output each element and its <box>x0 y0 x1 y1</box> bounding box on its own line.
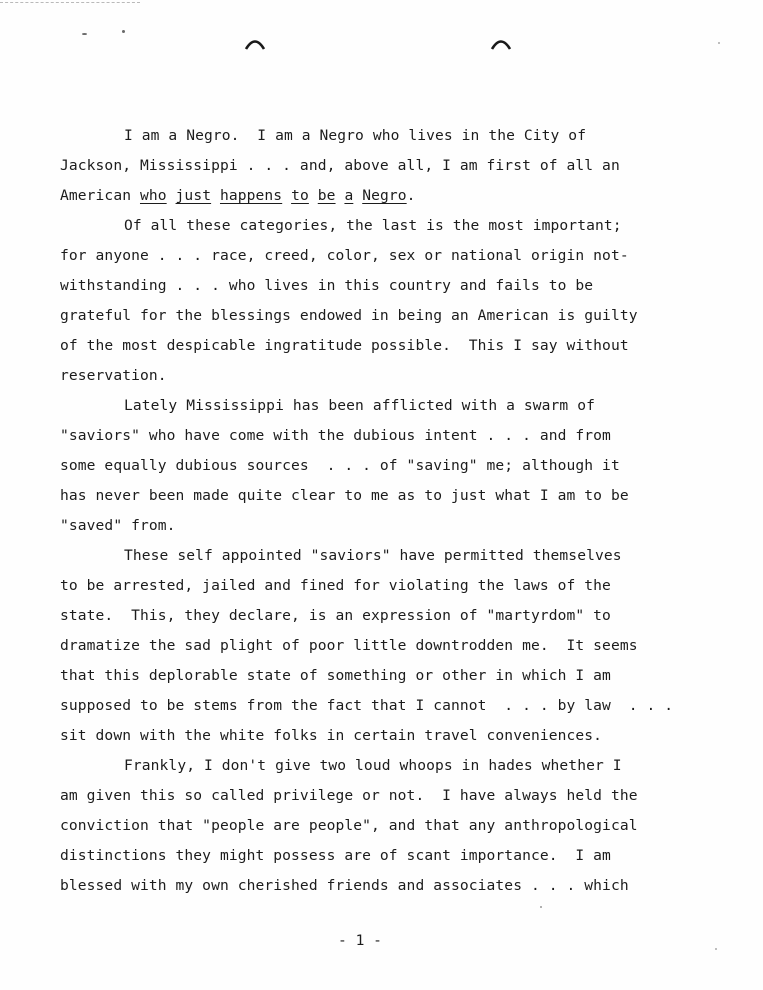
scan-speck <box>718 42 720 44</box>
punch-hole-mark-left <box>244 36 266 50</box>
text-line: "saved" from. <box>60 517 176 534</box>
text-line: of the most despicable ingratitude possible. This I say without <box>60 337 629 354</box>
text-line: supposed to be stems from the fact that I cannot . . . by law . . . <box>60 697 674 714</box>
text-line: withstanding . . . who lives in this country and fails to be <box>60 277 594 294</box>
text-line: reservation. <box>60 367 167 384</box>
text-line: has never been made quite clear to me as to just what I am to be <box>60 487 629 504</box>
text-line: I am a Negro. I am a Negro who lives in the City of <box>124 127 587 144</box>
text-line: Jackson, Mississippi . . . and, above all, I am first of all an <box>60 157 620 174</box>
text-line: distinctions they might possess are of scant importance. I am <box>60 847 611 864</box>
page-number: - 1 - <box>338 932 382 949</box>
text-line: some equally dubious sources . . . of "saving" me; although it <box>60 457 620 474</box>
top-edge-dashed-line <box>0 2 140 3</box>
text-line: conviction that "people are people", and that any anthropological <box>60 817 638 834</box>
underlined-word: be <box>317 187 336 204</box>
text-line: state. This, they declare, is an expression of "martyrdom" to <box>60 607 611 624</box>
text-line: These self appointed "saviors" have permitted themselves <box>124 547 622 564</box>
text-line: grateful for the blessings endowed in being an American is guilty <box>60 307 638 324</box>
scan-speck <box>122 30 125 33</box>
text-line: Lately Mississippi has been afflicted with a swarm of <box>124 397 595 414</box>
underlined-word: Negro <box>362 187 407 204</box>
punch-hole-mark-right <box>490 36 512 50</box>
text-line: blessed with my own cherished friends and associates . . . which <box>60 877 629 894</box>
scan-speck <box>540 906 542 908</box>
underlined-word: just <box>175 187 212 204</box>
text-line-with-underline <box>60 187 416 205</box>
text-line-start: American <box>60 187 140 204</box>
underlined-word: happens <box>219 187 283 204</box>
text-line: to be arrested, jailed and fined for violating the laws of the <box>60 577 611 594</box>
underlined-word: a <box>344 187 354 204</box>
underlined-word: to <box>291 187 309 204</box>
text-line: that this deplorable state of something or other in which I am <box>60 667 611 684</box>
scan-speck <box>82 33 87 35</box>
underlined-word: who <box>139 187 167 204</box>
sentence-period: . <box>406 187 416 204</box>
text-line: dramatize the sad plight of poor little downtrodden me. It seems <box>60 637 638 654</box>
text-line: for anyone . . . race, creed, color, sex or national origin not- <box>60 247 629 264</box>
text-line: "saviors" who have come with the dubious intent . . . and from <box>60 427 611 444</box>
text-line: Of all these categories, the last is the most important; <box>124 217 622 234</box>
text-line: Frankly, I don't give two loud whoops in hades whether I <box>124 757 622 774</box>
text-line: am given this so called privilege or not. I have always held the <box>60 787 638 804</box>
text-line: sit down with the white folks in certain travel conveniences. <box>60 727 603 744</box>
